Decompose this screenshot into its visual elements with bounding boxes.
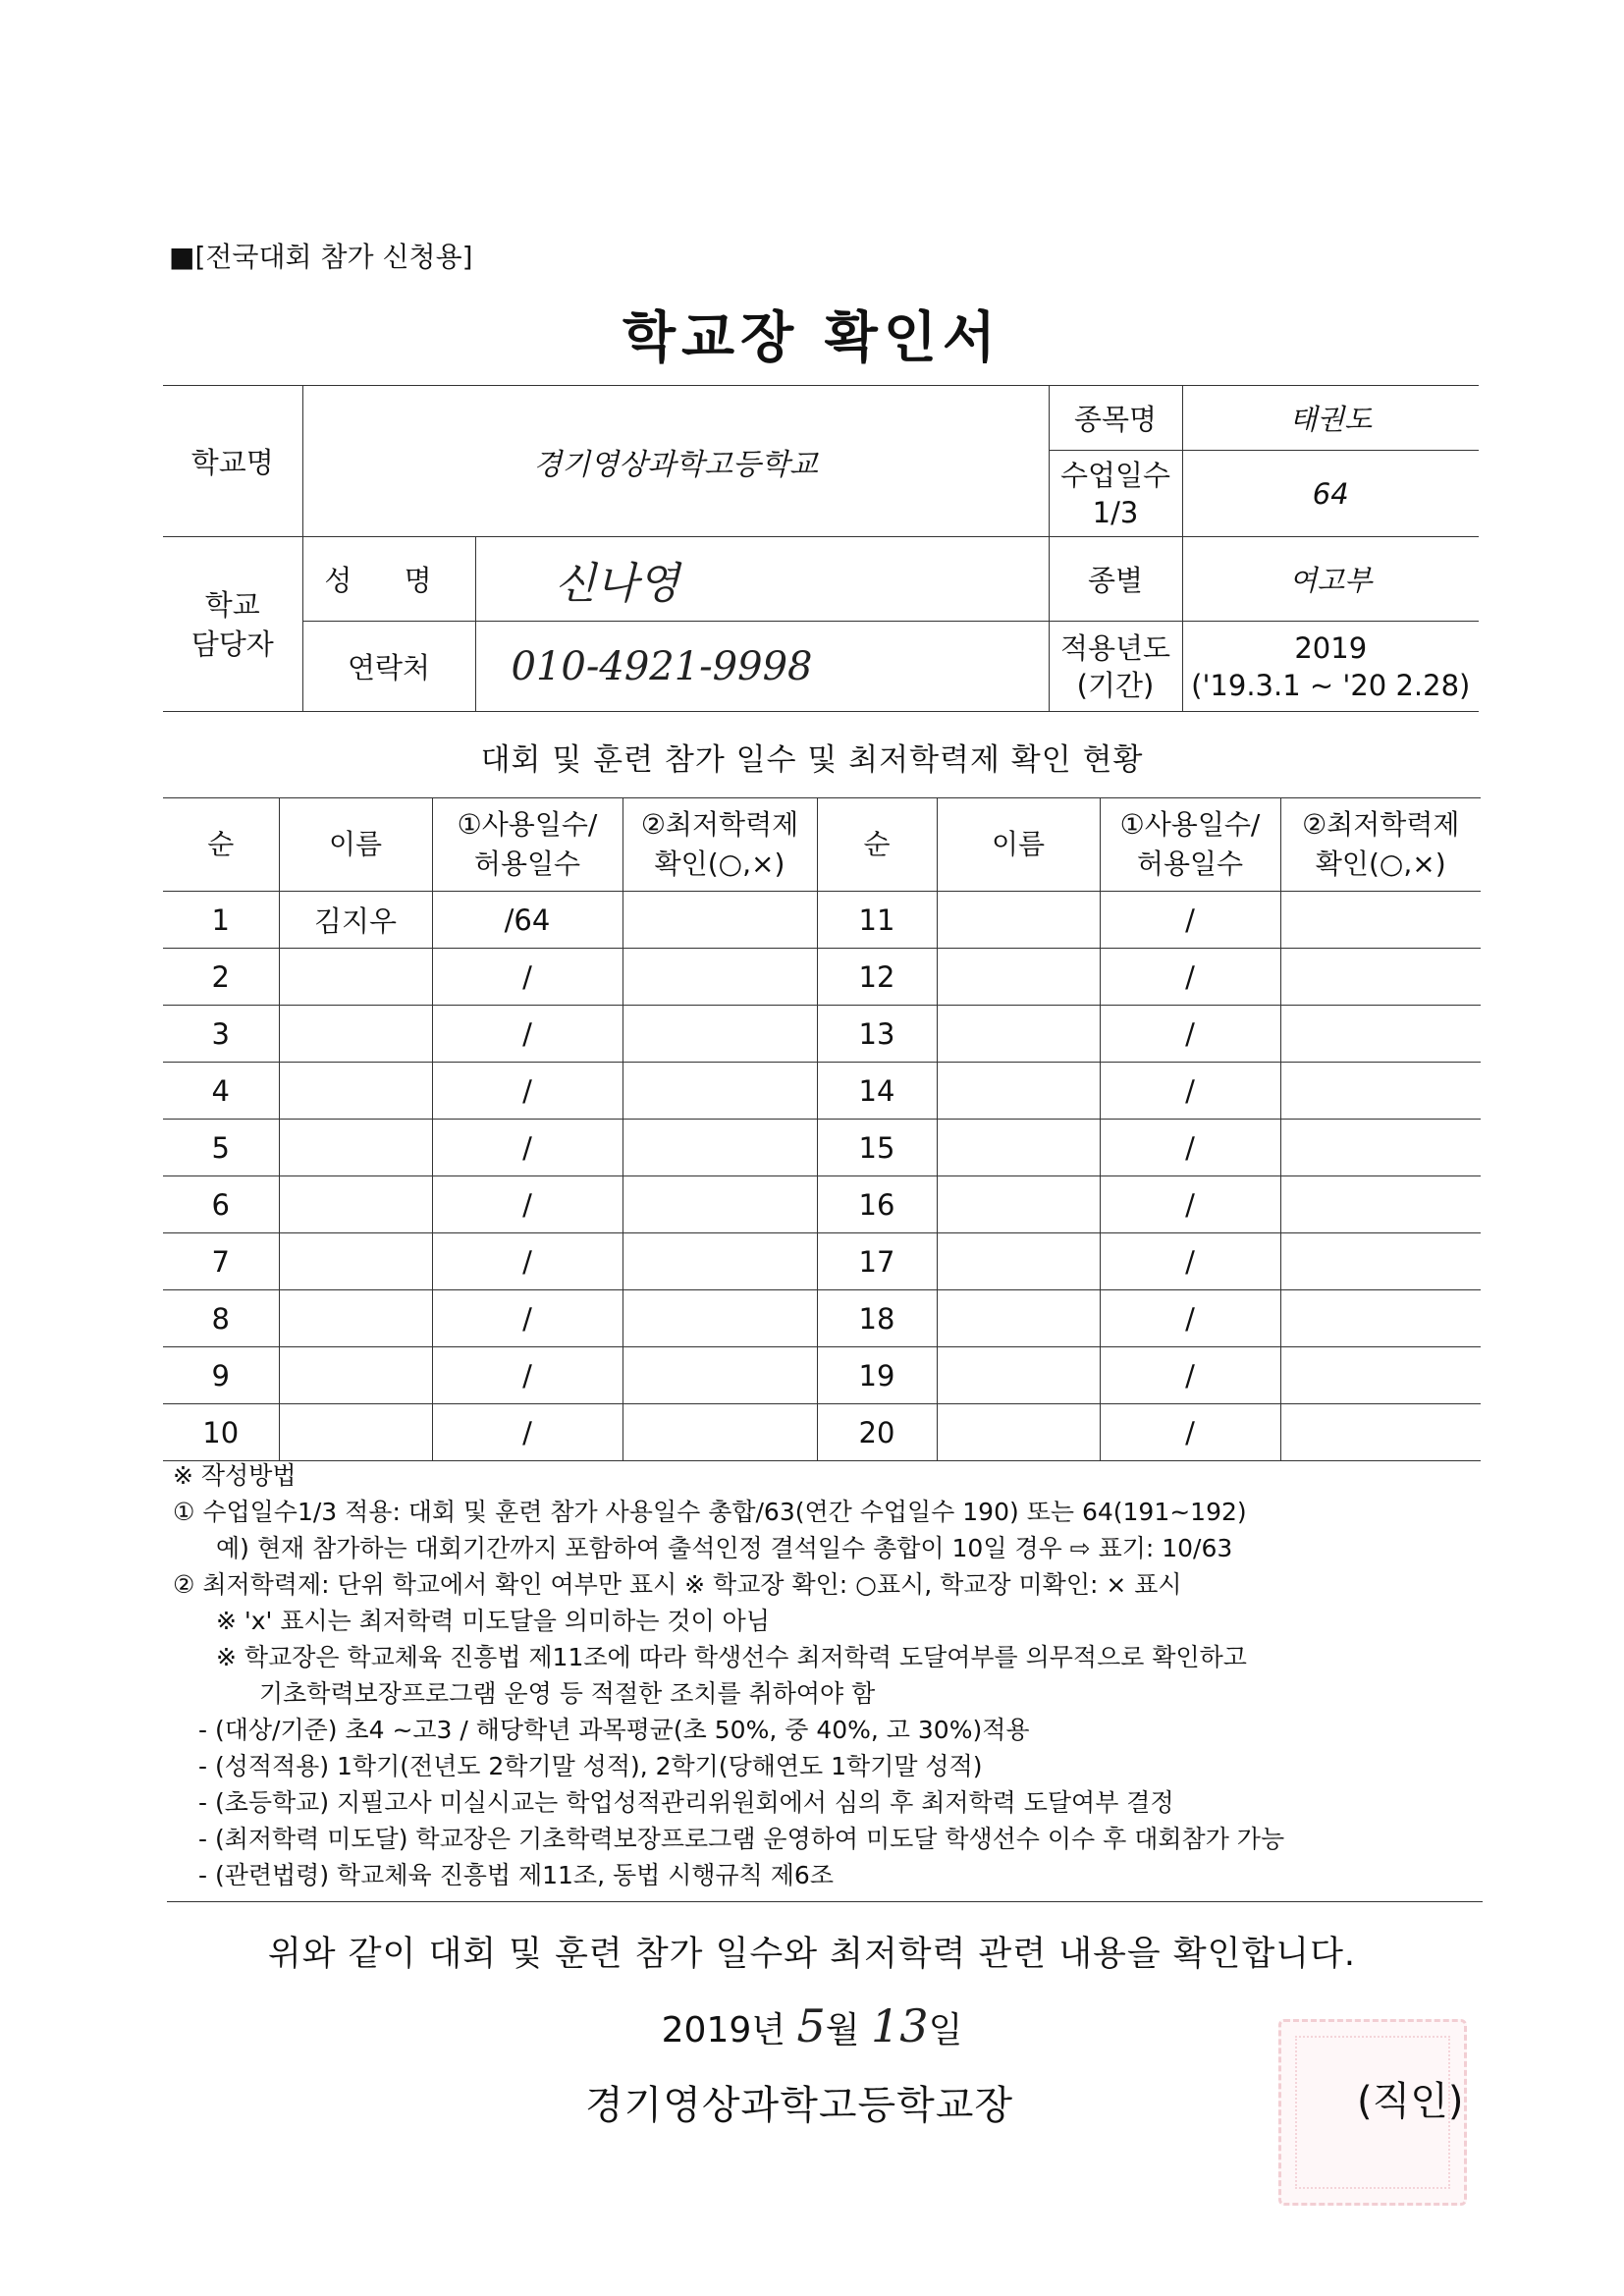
year-label-line1: 적용년도	[1059, 630, 1171, 665]
sport-value: 태권도	[1182, 386, 1479, 451]
days-cell: /64	[432, 892, 623, 949]
name-cell	[279, 1006, 432, 1063]
table-row	[163, 1347, 1481, 1404]
header-days-right	[1100, 798, 1280, 892]
date-month: 5	[796, 1999, 826, 2052]
school-value: 경기영상과학고등학교	[302, 386, 1049, 537]
seq-cell: 10	[163, 1404, 279, 1461]
header-days-left	[432, 798, 623, 892]
division-value: 여고부	[1182, 537, 1479, 622]
days-cell: /	[1100, 1063, 1280, 1120]
header-days-left-line2: 허용일수	[473, 847, 581, 880]
seq-cell: 6	[163, 1176, 279, 1233]
table-row	[163, 1120, 1481, 1176]
days-cell: /	[432, 1290, 623, 1347]
table-row	[163, 1233, 1481, 1290]
date-day-unit: 일	[928, 2010, 963, 2050]
check-cell	[623, 949, 817, 1006]
seq-cell: 8	[163, 1290, 279, 1347]
name-cell	[937, 1404, 1100, 1461]
days-cell: /	[1100, 949, 1280, 1006]
name-cell	[279, 1233, 432, 1290]
header-check-left	[623, 798, 817, 892]
check-cell	[1280, 1006, 1481, 1063]
days-cell: /	[1100, 1347, 1280, 1404]
days-cell: /	[432, 1120, 623, 1176]
section-title: 대회 및 훈련 참가 일수 및 최저학력제 확인 현황	[480, 742, 1144, 778]
category-label: ■[전국대회 참가 신청용]	[169, 241, 473, 273]
note-line: ① 수업일수1/3 적용: 대회 및 훈련 참가 사용일수 총합/63(연간 수업일수 190) 또는 64(191~192)	[173, 1498, 1247, 1526]
note-line: - (관련법령) 학교체육 진흥법 제11조, 동법 시행규칙 제6조	[198, 1861, 834, 1889]
days-cell: /	[1100, 1404, 1280, 1461]
name-cell	[279, 1120, 432, 1176]
year-value: 2019	[1294, 630, 1368, 665]
header-days-right-line1: ①사용일수/	[1119, 808, 1261, 841]
seq-cell: 15	[817, 1120, 937, 1176]
header-check-right-line1: ②최저학력제	[1302, 808, 1460, 841]
signer-name: 경기영상과학고등학교장	[585, 2083, 1014, 2128]
table-row	[163, 1006, 1481, 1063]
info-table	[163, 385, 1479, 712]
phone-label: 연락처	[302, 622, 475, 712]
days-label	[1049, 451, 1182, 537]
check-cell	[1280, 892, 1481, 949]
note-line: 예) 현재 참가하는 대회기간까지 포함하여 출석인정 결석일수 총합이 10일 경우 ⇨ 표기: 10/63	[216, 1534, 1233, 1562]
header-seq-right: 순	[817, 798, 937, 892]
year-value-cell	[1182, 622, 1479, 712]
table-row	[163, 949, 1481, 1006]
check-cell	[623, 1006, 817, 1063]
note-line: ※ 'x' 표시는 최저학력 미도달을 의미하는 것이 아님	[216, 1607, 770, 1635]
days-cell: /	[432, 1233, 623, 1290]
table-row	[163, 1404, 1481, 1461]
header-seq-left: 순	[163, 798, 279, 892]
days-cell: /	[1100, 892, 1280, 949]
seq-cell: 18	[817, 1290, 937, 1347]
header-name-left: 이름	[279, 798, 432, 892]
confirmation-text: 위와 같이 대회 및 훈련 참가 일수와 최저학력 관련 내용을 확인합니다.	[267, 1935, 1357, 1974]
note-line: - (최저학력 미도달) 학교장은 기초학력보장프로그램 운영하여 미도달 학생선수 이수 후 대회참가 가능	[198, 1825, 1285, 1853]
name-cell	[937, 949, 1100, 1006]
header-check-left-line1: ②최저학력제	[640, 808, 799, 841]
header-check-right	[1280, 798, 1481, 892]
seq-cell: 13	[817, 1006, 937, 1063]
table-row	[163, 1290, 1481, 1347]
name-cell	[937, 1347, 1100, 1404]
name-cell	[937, 1233, 1100, 1290]
seq-cell: 14	[817, 1063, 937, 1120]
days-cell: /	[432, 1404, 623, 1461]
notes-section	[173, 1457, 1489, 1893]
header-check-right-line2: 확인(○,×)	[1315, 847, 1446, 880]
period-value: ('19.3.1 ~ '20 2.28)	[1191, 668, 1471, 702]
seq-cell: 11	[817, 892, 937, 949]
contact-label	[163, 537, 302, 712]
name-cell: 김지우	[279, 892, 432, 949]
days-value: 64	[1182, 451, 1479, 537]
seq-cell: 1	[163, 892, 279, 949]
seq-cell: 4	[163, 1063, 279, 1120]
school-label: 학교명	[163, 386, 302, 537]
name-cell	[279, 1347, 432, 1404]
seq-cell: 7	[163, 1233, 279, 1290]
header-name-right: 이름	[937, 798, 1100, 892]
check-cell	[1280, 1347, 1481, 1404]
seq-cell: 3	[163, 1006, 279, 1063]
name-cell	[937, 1063, 1100, 1120]
notes-bottom-rule	[167, 1901, 1483, 1902]
check-cell	[1280, 949, 1481, 1006]
note-line: 기초학력보장프로그램 운영 등 적절한 조치를 취하여야 함	[259, 1679, 876, 1708]
check-cell	[1280, 1290, 1481, 1347]
manager-name-value: 신나영	[475, 537, 1049, 622]
check-cell	[623, 1120, 817, 1176]
name-cell	[279, 949, 432, 1006]
seq-cell: 2	[163, 949, 279, 1006]
days-label-line1: 수업일수	[1059, 458, 1171, 492]
division-label: 종별	[1049, 537, 1182, 622]
seq-cell: 16	[817, 1176, 937, 1233]
date-year: 2019년	[661, 2010, 786, 2050]
document-title: 학교장 확인서	[622, 306, 1002, 370]
seq-cell: 12	[817, 949, 937, 1006]
name-cell	[279, 1176, 432, 1233]
days-cell: /	[1100, 1233, 1280, 1290]
check-cell	[623, 1176, 817, 1233]
name-cell	[937, 1176, 1100, 1233]
date-month-unit: 월	[825, 2010, 860, 2050]
date-day: 13	[871, 1999, 929, 2052]
days-cell: /	[432, 1006, 623, 1063]
name-cell	[937, 1006, 1100, 1063]
seq-cell: 20	[817, 1404, 937, 1461]
days-cell: /	[432, 1063, 623, 1120]
seq-cell: 17	[817, 1233, 937, 1290]
check-cell	[623, 1404, 817, 1461]
name-cell	[937, 892, 1100, 949]
check-cell	[623, 892, 817, 949]
check-cell	[1280, 1063, 1481, 1120]
name-label: 성 명	[302, 537, 475, 622]
check-cell	[1280, 1176, 1481, 1233]
table-row	[163, 892, 1481, 949]
days-cell: /	[1100, 1120, 1280, 1176]
sport-label: 종목명	[1049, 386, 1182, 451]
note-line: - (대상/기준) 초4 ~고3 / 해당학년 과목평균(초 50%, 중 40%, 고 30%)적용	[198, 1716, 1030, 1744]
days-cell: /	[1100, 1006, 1280, 1063]
year-label	[1049, 622, 1182, 712]
note-line: ② 최저학력제: 단위 학교에서 확인 여부만 표시 ※ 학교장 확인: ○표시, 학교장 미확인: × 표시	[173, 1570, 1182, 1599]
note-line: ※ 학교장은 학교체육 진흥법 제11조에 따라 학생선수 최저학력 도달여부를 의무적으로 확인하고	[216, 1643, 1247, 1671]
days-cell: /	[432, 1176, 623, 1233]
seq-cell: 5	[163, 1120, 279, 1176]
table-row	[163, 1176, 1481, 1233]
check-cell	[1280, 1120, 1481, 1176]
header-days-right-line2: 허용일수	[1136, 847, 1244, 880]
check-cell	[1280, 1233, 1481, 1290]
name-cell	[937, 1290, 1100, 1347]
note-line: - (성적적용) 1학기(전년도 2학기말 성적), 2학기(당해연도 1학기말 성적)	[198, 1752, 983, 1780]
note-line: ※ 작성방법	[173, 1461, 297, 1490]
note-line: - (초등학교) 지필고사 미실시교는 학업성적관리위원회에서 심의 후 최저학력 도달여부 결정	[198, 1788, 1174, 1817]
contact-label-line2: 담당자	[190, 627, 274, 661]
header-check-left-line2: 확인(○,×)	[654, 847, 785, 880]
days-cell: /	[1100, 1176, 1280, 1233]
name-cell	[279, 1063, 432, 1120]
check-cell	[623, 1290, 817, 1347]
year-label-line2: (기간)	[1076, 668, 1155, 702]
contact-label-line1: 학교	[204, 587, 260, 622]
days-label-line2: 1/3	[1092, 495, 1139, 529]
seal-label: (직인)	[1357, 2079, 1464, 2124]
days-cell: /	[432, 1347, 623, 1404]
seq-cell: 19	[817, 1347, 937, 1404]
header-days-left-line1: ①사용일수/	[457, 808, 598, 841]
seq-cell: 9	[163, 1347, 279, 1404]
name-cell	[279, 1404, 432, 1461]
table-row	[163, 1063, 1481, 1120]
name-cell	[279, 1290, 432, 1347]
check-cell	[623, 1233, 817, 1290]
participation-table	[163, 797, 1481, 1461]
check-cell	[623, 1063, 817, 1120]
days-cell: /	[1100, 1290, 1280, 1347]
check-cell	[1280, 1404, 1481, 1461]
name-cell	[937, 1120, 1100, 1176]
phone-value: 010-4921-9998	[475, 622, 1049, 712]
check-cell	[623, 1347, 817, 1404]
days-cell: /	[432, 949, 623, 1006]
